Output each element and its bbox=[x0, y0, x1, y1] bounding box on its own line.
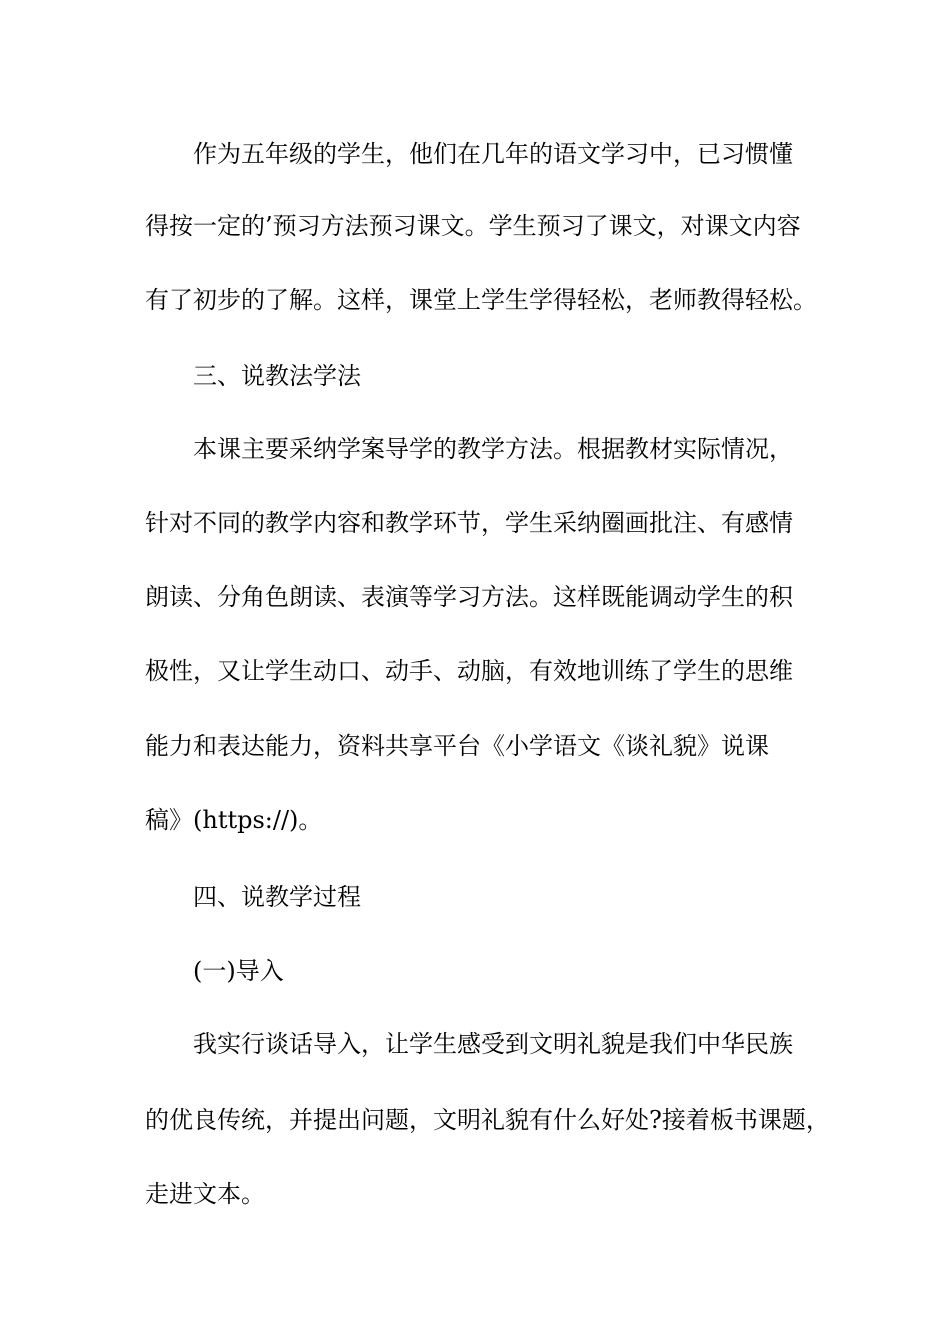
paragraph-line: 朗读、分角色朗读、表演等学习方法。这样既能调动学生的积 bbox=[145, 583, 793, 611]
paragraph-line: 本课主要采纳学案导学的教学方法。根据教材实际情况， bbox=[193, 435, 793, 463]
paragraph-line: 能力和表达能力，资料共享平台《小学语文《谈礼貌》说课 bbox=[145, 732, 769, 760]
paragraph-line: 走进文本。 bbox=[145, 1180, 265, 1208]
paragraph-line: 针对不同的教学内容和教学环节，学生采纳圈画批注、有感情 bbox=[145, 509, 793, 537]
section-heading: 四、说教学过程 bbox=[193, 883, 361, 911]
paragraph-line: 的优良传统，并提出问题，文明礼貌有什么好处?接着板书课题， bbox=[145, 1106, 830, 1134]
paragraph-line: 极性，又让学生动口、动手、动脑，有效地训练了学生的思维 bbox=[145, 657, 793, 685]
subsection-heading: (一)导入 bbox=[193, 957, 284, 985]
paragraph-line: 稿》(https://)。 bbox=[145, 806, 323, 834]
paragraph-line: 得按一定的’预习方法预习课文。学生预习了课文，对课文内容 bbox=[145, 212, 801, 240]
section-heading: 三、说教法学法 bbox=[193, 362, 361, 390]
paragraph-line: 作为五年级的学生，他们在几年的语文学习中，已习惯懂 bbox=[193, 140, 793, 168]
paragraph-line: 有了初步的了解。这样，课堂上学生学得轻松，老师教得轻松。 bbox=[145, 286, 817, 314]
paragraph-line: 我实行谈话导入，让学生感受到文明礼貌是我们中华民族 bbox=[193, 1030, 793, 1058]
